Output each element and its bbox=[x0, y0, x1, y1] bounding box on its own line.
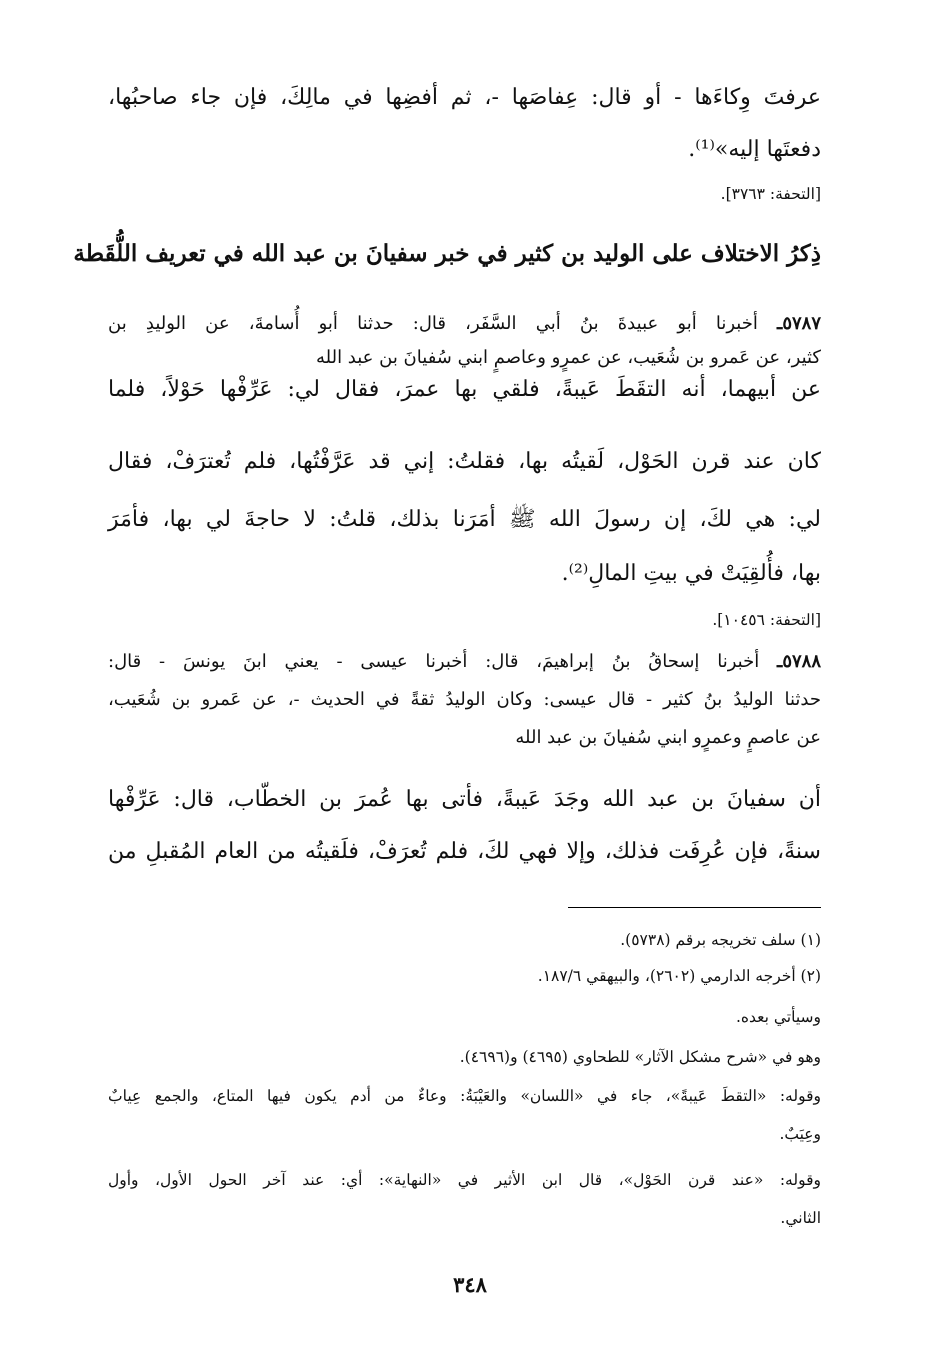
footnote: وهو في «شرح مشكل الآثار» للطحاوي (٤٦٩٥) و(٤٦٩٦). bbox=[459, 1048, 821, 1066]
text-line: عرفتَ وِكاءَها - أو قال: عِفاصَها -، ثم أفضِها في مالِكَ، فإن جاء صاحبُها، bbox=[108, 85, 821, 110]
hadith-matn-line: أن سفيانَ بن عبد الله وجَدَ عَيبةً، فأتى بها عُمرَ بن الخطّاب، قال: عَرِّفْها bbox=[108, 787, 821, 812]
footnote: وقوله: «عند قرن الحَوْل»، قال ابن الأثير في «النهاية»: أي: عند آخر الحول الأول، وأول bbox=[108, 1171, 821, 1189]
footnote: (١) سلف تخريجه برقم (٥٧٣٨). bbox=[620, 931, 821, 949]
hadith-isnad-line: ٥٧٨٧ـ أخبرنا أبو عبيدةَ بنُ أبي السَّفَر، قال: حدثنا أبو أُسامةَ، عن الوليدِ بن bbox=[108, 313, 821, 334]
hadith-isnad-line: ٥٧٨٨ـ أخبرنا إسحاقُ بنُ إبراهيمَ، قال: أخبرنا عيسى - يعني ابنَ يونسَ - قال: bbox=[108, 651, 821, 672]
hadith-number: ٥٧٨٧ـ bbox=[777, 313, 821, 334]
hadith-matn-line: لي: هي لكَ، إن رسولَ الله ﷺ أمَرَنا بذلك، قلتُ: لا حاجةَ لي بها، فأمَرَ bbox=[108, 507, 821, 532]
footnote: وعِيَبٌ. bbox=[779, 1125, 821, 1143]
footnote: الثاني. bbox=[780, 1209, 821, 1227]
footnote-separator bbox=[568, 907, 821, 908]
hadith-matn-line: سنةً، فإن عُرِفَت فذلك، وإلا فهي لكَ، فلم تُعرَفْ، فلَقيتُه من العام المُقبلِ من bbox=[108, 839, 821, 864]
section-heading: ذِكرُ الاختلاف على الوليد بن كثير في خبر سفيانَ بن عبد الله في تعريف اللُّقَطة bbox=[73, 240, 821, 267]
hadith-isnad-line: حدثنا الوليدُ بنُ كثير - قال عيسى: وكان الوليدُ ثقةً في الحديث -، عن عَمرو بن شُعَيب، bbox=[108, 689, 821, 710]
footnote: وسيأتي بعده. bbox=[735, 1008, 821, 1026]
page-number: ٣٤٨ bbox=[453, 1272, 487, 1297]
hadith-isnad-line: كثير، عن عَمرو بن شُعَيب، عن عمرٍو وعاصمٍ ابني سُفيانَ بن عبد الله bbox=[315, 347, 821, 368]
hadith-number: ٥٧٨٨ـ bbox=[777, 651, 821, 672]
tuhfa-reference: [التحفة: ١٠٤٥٦]. bbox=[712, 611, 821, 629]
hadith-isnad-line: عن عاصمٍ وعمرٍو ابني سُفيانَ بن عبد الله bbox=[515, 727, 821, 748]
footnote: (٢) أخرجه الدارمي (٢٦٠٢)، والبيهقي ١٨٧/٦. bbox=[537, 967, 821, 985]
hadith-matn-line: بها، فأُلقِيَتْ في بيتِ المالِ⁽²⁾. bbox=[561, 561, 821, 586]
text-line: دفعتَها إليه»⁽¹⁾. bbox=[688, 137, 821, 162]
footnote: وقوله: «التقطَ عَيبةً»، جاء في «اللسان» والعَيْبَةُ: وعاءٌ من أدم يكون فيها المتاع، والجمع عِيابٌ bbox=[108, 1087, 821, 1105]
tuhfa-reference: [التحفة: ٣٧٦٣]. bbox=[720, 185, 821, 203]
hadith-matn-line: كان عند قرن الحَوْل، لَقيتُه بها، فقلتُ: إني قد عَرَّفْتُها، فلم تُعترَفْ، فقال bbox=[108, 449, 821, 474]
hadith-matn-line: عن أبيهما، أنه التقَطَ عَيبةً، فلقي بها عمرَ، فقال لي: عَرِّفْها حَوْلاً، فلما bbox=[108, 377, 821, 402]
